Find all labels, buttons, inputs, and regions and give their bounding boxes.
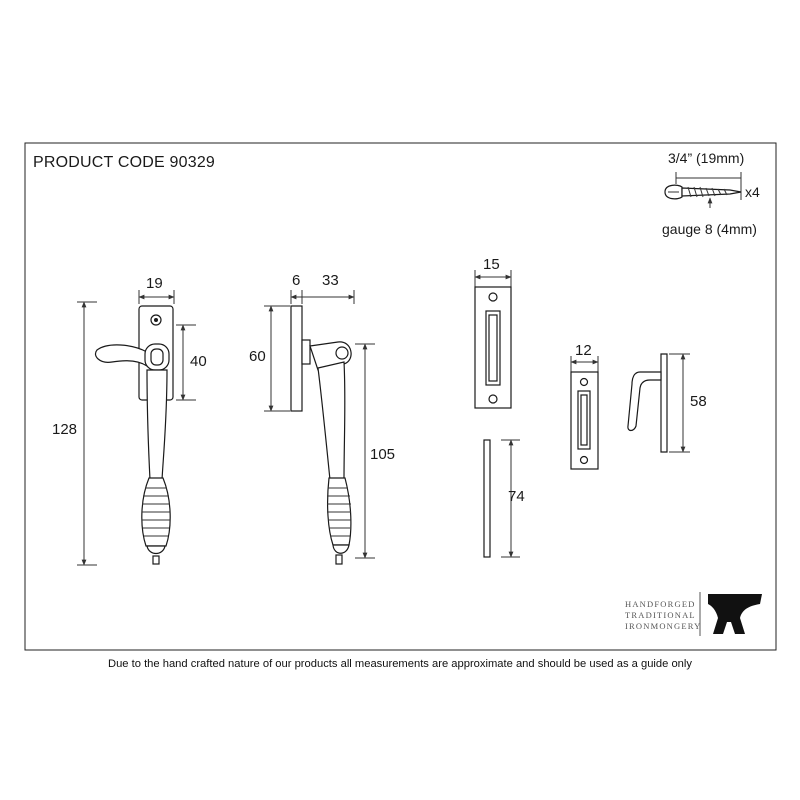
keep-side-view (484, 440, 525, 557)
dim-side-thickness: 6 (292, 272, 301, 289)
footer-disclaimer: Due to the hand crafted nature of our products all measurements are approximate and should be used as a guide only (108, 658, 692, 670)
brand-line-2: TRADITIONAL (625, 610, 696, 620)
dim-small-keep-width: 12 (575, 342, 592, 359)
screw-icon (665, 185, 741, 199)
dim-keep-width: 15 (483, 256, 500, 273)
screw-detail (662, 150, 760, 237)
brand-line-3: IRONMONGERY (625, 621, 702, 631)
dim-keep-length: 74 (508, 488, 525, 505)
brand-line-1: HANDFORGED (625, 599, 696, 609)
handle-side-view (249, 272, 395, 564)
anvil-icon (708, 594, 762, 634)
dim-side-length: 105 (370, 446, 396, 463)
keep-plate (475, 256, 511, 408)
brand-block (625, 592, 762, 636)
screw-length-label: 3/4” (19mm) (668, 150, 745, 166)
product-code-title: PRODUCT CODE 90329 (33, 154, 216, 171)
dim-side-projection: 33 (322, 272, 339, 289)
dim-plate-height: 40 (190, 353, 207, 370)
dim-side-plate-height: 60 (249, 348, 266, 365)
dim-plate-width: 19 (146, 275, 163, 292)
hook-keep (628, 354, 707, 452)
small-keep (571, 342, 598, 469)
dim-hook-height: 58 (690, 393, 707, 410)
handle-front-view (52, 275, 207, 565)
screw-quantity: x4 (745, 184, 760, 200)
screw-gauge-label: gauge 8 (4mm) (662, 221, 757, 237)
dim-overall-length: 128 (52, 421, 78, 438)
